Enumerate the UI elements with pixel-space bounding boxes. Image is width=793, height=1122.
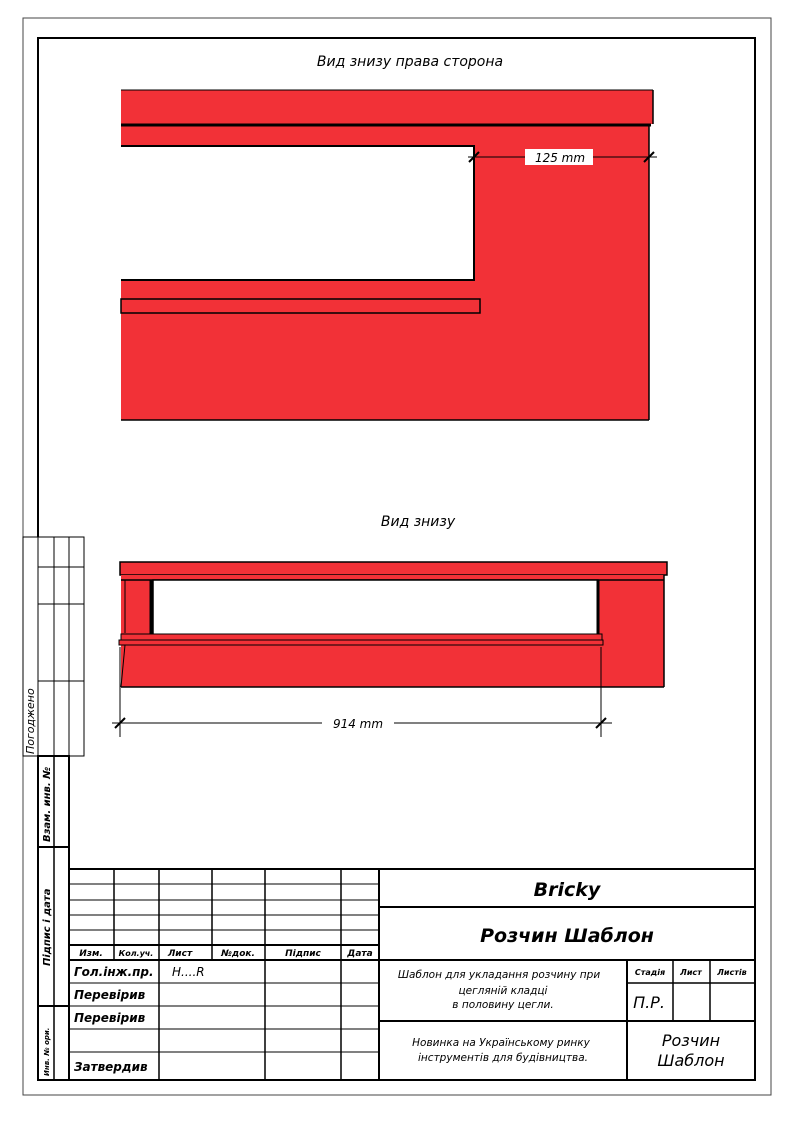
inv-replace-label: Взам. инв. №: [42, 766, 53, 842]
view-title-right-side: Вид знизу права сторона: [316, 54, 504, 70]
company-name: Bricky: [533, 879, 601, 901]
bottom-top-rail: [120, 562, 667, 575]
approval-label: Погоджено: [24, 688, 37, 754]
view-title-bottom: Вид знизу: [380, 514, 456, 530]
doc-name-line-2: Шаблон: [657, 1051, 725, 1070]
sig-role-2: Перевірив: [74, 988, 146, 1002]
header-izm: Изм.: [79, 949, 103, 959]
header-doc: №док.: [221, 949, 255, 959]
right-side-view: [121, 90, 657, 420]
sheets-label: Листів: [717, 968, 747, 977]
stage-label: Стадія: [634, 968, 666, 977]
doc-name-line-1: Розчин: [661, 1031, 721, 1050]
sheet-label: Лист: [680, 968, 702, 977]
header-sign: Підпис: [285, 949, 321, 959]
bottom-slat: [121, 634, 602, 640]
sig-role-1: Гол.інж.пр.: [74, 965, 154, 979]
sig-role-5: Затвердив: [74, 1060, 148, 1074]
sig-name-1: Н....R: [172, 965, 205, 979]
description-line-2: цегляній кладці: [458, 985, 548, 997]
sign-date-label: Підпис і дата: [42, 888, 53, 966]
sig-role-3: Перевірив: [74, 1011, 146, 1025]
bottom-slat-2: [119, 640, 603, 645]
stage-value: П.Р.: [633, 993, 665, 1012]
bottom-opening: [153, 580, 598, 634]
note-line-1: Новинка на Українському ринку: [412, 1037, 590, 1049]
product-name: Розчин Шаблон: [480, 925, 654, 947]
description-line-1: Шаблон для укладання розчину при: [397, 969, 601, 981]
header-kol: Кол.уч.: [118, 949, 154, 958]
description-line-3: в половину цегли.: [452, 999, 554, 1011]
header-date: Дата: [347, 949, 373, 959]
top-rail: [121, 90, 653, 124]
dimension-914-label: 914 mm: [332, 717, 384, 731]
inv-orig-label: Инв. № ори.: [43, 1027, 51, 1076]
opening: [121, 146, 474, 280]
dimension-125-label: 125 mm: [534, 151, 586, 165]
note-line-2: інструментів для будівництва.: [418, 1052, 588, 1064]
header-list: Лист: [167, 949, 193, 959]
